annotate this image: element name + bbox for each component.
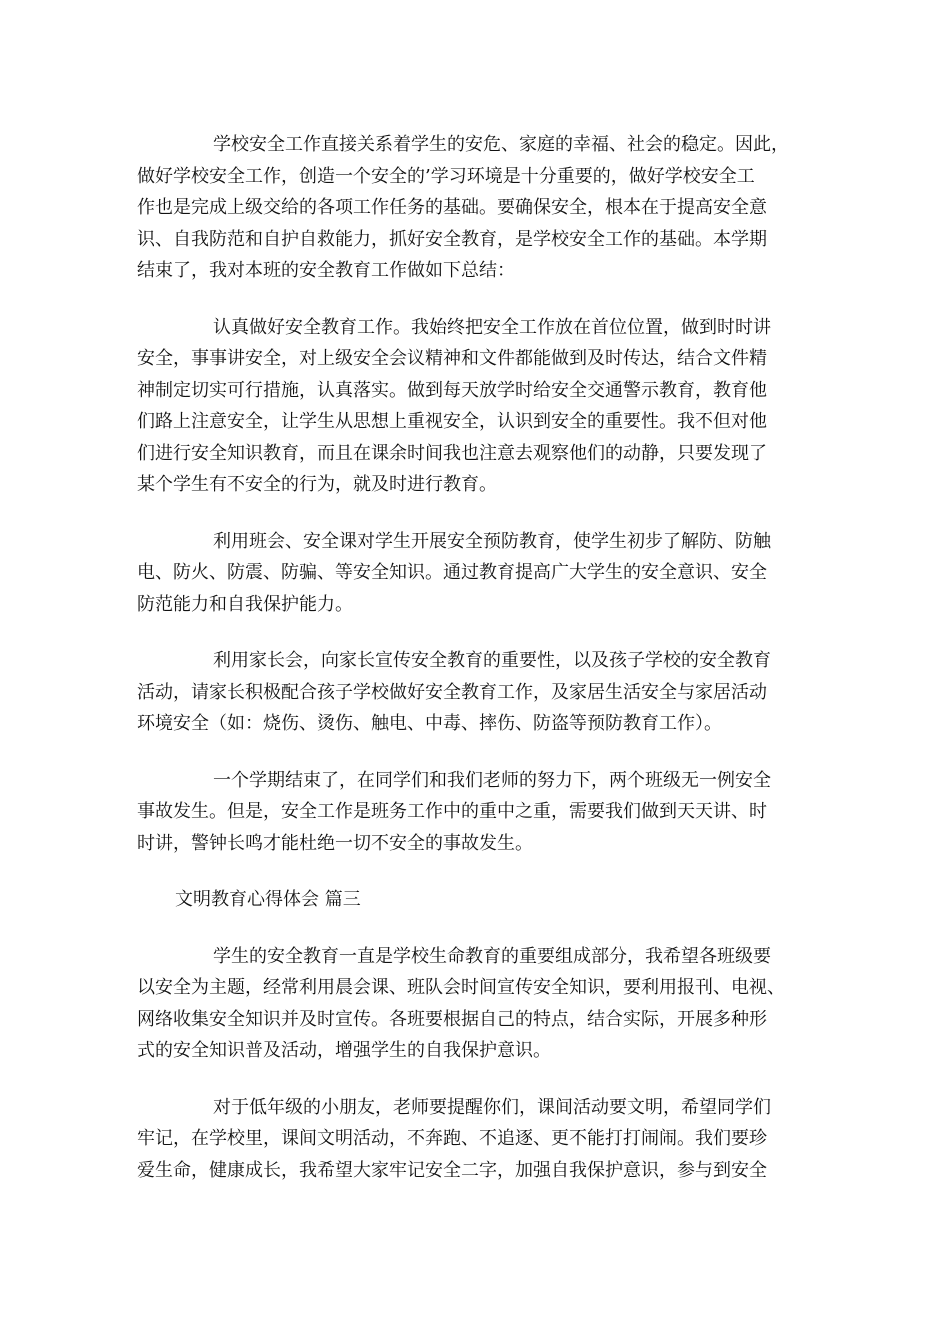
- text-line: 某个学生有不安全的行为，就及时进行教育。: [137, 474, 497, 495]
- paragraph-6: [137, 941, 817, 1067]
- text-line: 环境安全（如：烧伤、烫伤、触电、中毒、摔伤、防盗等预防教育工作）。: [137, 713, 722, 734]
- paragraph-5: [137, 765, 817, 860]
- text-line: 们路上注意安全，让学生从思想上重视安全，认识到安全的重要性。我不但对他: [137, 411, 767, 432]
- text-line: 安全，事事讲安全，对上级安全会议精神和文件都能做到及时传达，结合文件精: [137, 348, 767, 369]
- paragraph-7: [137, 1092, 817, 1187]
- text-line: 学校安全工作直接关系着学生的安危、家庭的幸福、社会的稳定。因此，: [213, 134, 789, 155]
- text-line: 利用家长会，向家长宣传安全教育的重要性，以及孩子学校的安全教育: [213, 650, 771, 671]
- text-line: 学生的安全教育一直是学校生命教育的重要组成部分，我希望各班级要: [213, 945, 771, 967]
- text-line: 电、防火、防震、防骗、等安全知识。通过教育提高广大学生的安全意识、安全: [137, 562, 767, 583]
- text-line: 爱生命，健康成长，我希望大家牢记安全二字，加强自我保护意识，参与到安全: [137, 1159, 767, 1181]
- paragraph-1: [137, 129, 817, 287]
- text-line: 防范能力和自我保护能力。: [137, 593, 353, 615]
- text-line: 活动，请家长积极配合孩子学校做好安全教育工作，及家居生活安全与家居活动: [137, 681, 767, 703]
- text-line: 以安全为主题，经常利用晨会课、班队会时间宣传安全知识，要利用报刊、电视、: [137, 977, 785, 998]
- text-line: 时讲，警钟长鸣才能杜绝一切不安全的事故发生。: [137, 832, 533, 854]
- paragraph-4: [137, 645, 817, 740]
- text-line: 牢记，在学校里，课间文明活动，不奔跑、不追逐、更不能打打闹闹。我们要珍: [137, 1128, 767, 1149]
- text-line: 利用班会、安全课对学生开展安全预防教育，使学生初步了解防、防触: [213, 530, 771, 552]
- section-heading: 文明教育心得体会 篇三: [175, 889, 361, 910]
- text-line: 网络收集安全知识并及时宣传。各班要根据自己的特点，结合实际，开展多种形: [137, 1008, 767, 1030]
- text-line: 识、自我防范和自护自救能力，抓好安全教育，是学校安全工作的基础。本学期: [137, 228, 767, 250]
- text-line: 做好学校安全工作，创造一个安全的’学习环境是十分重要的，做好学校安全工: [137, 165, 755, 187]
- paragraph-3: [137, 526, 817, 621]
- text-line: 对于低年级的小朋友，老师要提醒你们，课间活动要文明，希望同学们: [213, 1096, 771, 1118]
- text-line: 式的安全知识普及活动，增强学生的自我保护意识。: [137, 1040, 551, 1061]
- text-line: 神制定切实可行措施，认真落实。做到每天放学时给安全交通警示教育，教育他: [137, 379, 767, 401]
- text-line: 结束了，我对本班的安全教育工作做如下总结：: [137, 260, 515, 281]
- text-line: 事故发生。但是，安全工作是班务工作中的重中之重，需要我们做到天天讲、时: [137, 801, 767, 822]
- text-line: 一个学期结束了，在同学们和我们老师的努力下，两个班级无一例安全: [213, 769, 771, 791]
- paragraph-2: [137, 312, 817, 501]
- text-line: 们进行安全知识教育，而且在课余时间我也注意去观察他们的动静，只要发现了: [137, 442, 767, 464]
- text-line: 作也是完成上级交给的各项工作任务的基础。要确保安全，根本在于提高安全意: [137, 197, 767, 218]
- text-line: 认真做好安全教育工作。我始终把安全工作放在首位位置，做到时时讲: [213, 316, 771, 338]
- document-body: [137, 129, 817, 1211]
